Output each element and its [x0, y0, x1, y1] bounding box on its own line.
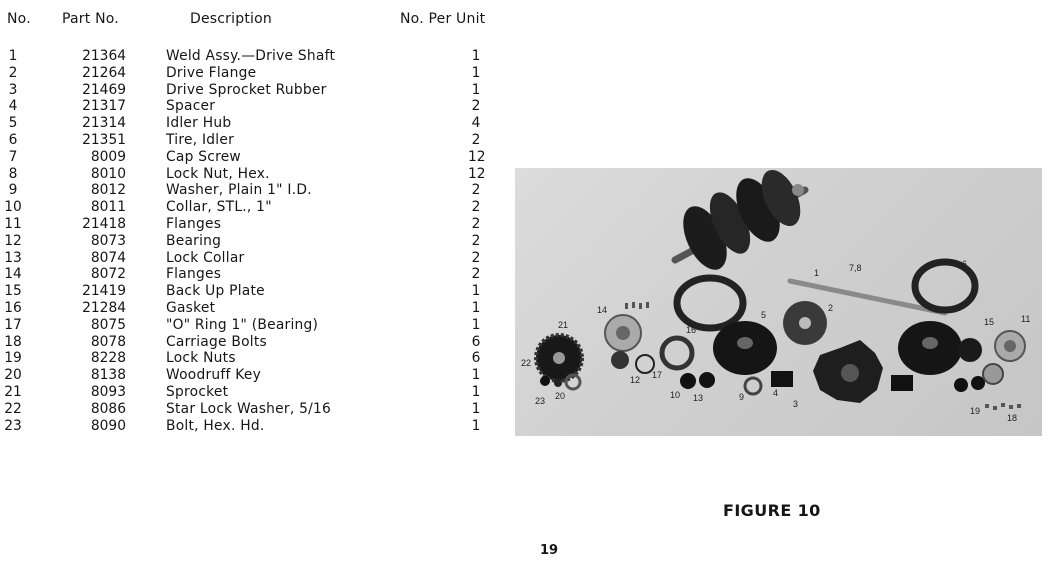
header-part-no: Part No.	[62, 11, 119, 27]
part-number-index: 10	[4, 199, 22, 216]
part-row	[0, 384, 500, 401]
part-quantity: 6	[471, 350, 481, 367]
part-description: Back Up Plate	[166, 283, 265, 300]
header-per-unit: No. Per Unit	[400, 11, 486, 27]
part-number-index: 12	[4, 232, 22, 249]
callout-label: 23	[535, 396, 546, 406]
part-row	[0, 98, 500, 115]
part-row	[0, 250, 500, 267]
part-number-index: 16	[4, 299, 22, 316]
header-description: Description	[190, 11, 272, 27]
part-number: 8012	[90, 182, 126, 199]
part-description: Woodruff Key	[166, 367, 262, 384]
part-number-index: 3	[8, 81, 18, 98]
part-row	[0, 418, 500, 435]
figure-caption: FIGURE 10	[723, 501, 821, 520]
part-number-index: 15	[4, 283, 22, 300]
part-number: 8075	[90, 316, 126, 333]
part-quantity: 12	[468, 148, 486, 165]
part-description: "O" Ring 1" (Bearing)	[166, 316, 319, 333]
part-number-index: 4	[8, 98, 18, 115]
part-description: Star Lock Washer, 5/16	[166, 400, 332, 417]
part-row	[0, 300, 500, 317]
part-number: 8138	[90, 367, 126, 384]
part-description: Cap Screw	[166, 148, 241, 165]
part-description: Lock Collar	[166, 249, 245, 266]
callout-label: 22	[521, 358, 532, 368]
part-row	[0, 132, 500, 149]
callout-label: 18	[1007, 413, 1018, 423]
part-number: 21351	[82, 131, 126, 148]
callout-label: 13	[693, 393, 704, 403]
callout-label: 15	[984, 317, 995, 327]
part-row	[0, 283, 500, 300]
part-row	[0, 266, 500, 283]
part-row	[0, 401, 500, 418]
part-number: 8090	[90, 417, 126, 434]
part-number-index: 11	[4, 215, 22, 232]
callout-label: 2	[828, 303, 834, 313]
part-description: Drive Sprocket Rubber	[166, 81, 327, 98]
part-number: 21418	[82, 215, 126, 232]
part-row	[0, 317, 500, 334]
part-quantity: 2	[471, 199, 481, 216]
part-number-index: 2	[8, 64, 18, 81]
part-number-index: 8	[8, 165, 18, 182]
part-description: Gasket	[166, 299, 216, 316]
part-quantity: 1	[471, 367, 481, 384]
part-quantity: 1	[471, 400, 481, 417]
part-description: Lock Nut, Hex.	[166, 165, 270, 182]
part-number: 8011	[90, 199, 126, 216]
part-quantity: 2	[471, 266, 481, 283]
callout-label: 4	[773, 388, 779, 398]
part-description: Drive Flange	[166, 64, 257, 81]
part-description: Weld Assy.—Drive Shaft	[166, 48, 336, 64]
part-row	[0, 367, 500, 384]
part-quantity: 2	[471, 131, 481, 148]
part-quantity: 2	[471, 232, 481, 249]
drive-shaft-assembly	[674, 168, 808, 276]
part-number: 8074	[90, 249, 126, 266]
part-number: 8093	[90, 383, 126, 400]
part-number: 21469	[82, 81, 126, 98]
header-no: No.	[7, 11, 31, 27]
callout-label: 16	[686, 325, 697, 335]
part-number: 21419	[82, 283, 126, 300]
part-number: 8073	[90, 232, 126, 249]
callout-label: 5	[761, 310, 767, 320]
part-row	[0, 216, 500, 233]
part-description: Spacer	[166, 98, 216, 115]
part-description: Flanges	[166, 266, 222, 283]
callout-label: 11	[1021, 314, 1031, 324]
callout-label: 20	[555, 391, 566, 401]
exploded-parts-photo	[515, 168, 1042, 436]
part-number: 21314	[82, 115, 126, 132]
part-number-index: 20	[4, 367, 22, 384]
part-row	[0, 115, 500, 132]
page-number: 19	[540, 543, 559, 558]
part-number: 21317	[82, 98, 126, 115]
part-number-index: 13	[4, 249, 22, 266]
part-description: Flanges	[166, 215, 222, 232]
part-number-index: 14	[4, 266, 22, 283]
part-quantity: 1	[471, 383, 481, 400]
part-quantity: 6	[471, 333, 481, 350]
part-row	[0, 82, 500, 99]
parts-list	[0, 48, 500, 434]
callout-label: 3	[793, 399, 799, 409]
part-quantity: 2	[471, 215, 481, 232]
callout-label: 17	[652, 370, 663, 380]
part-number-index: 6	[8, 131, 18, 148]
part-quantity: 1	[471, 81, 481, 98]
part-quantity: 1	[471, 48, 481, 64]
part-description: Carriage Bolts	[166, 333, 267, 350]
part-description: Sprocket	[166, 383, 229, 400]
part-number-index: 5	[8, 115, 18, 132]
part-number-index: 1	[8, 48, 18, 64]
callout-label: 14	[597, 305, 608, 315]
part-number-index: 22	[4, 400, 22, 417]
part-row	[0, 166, 500, 183]
callout-label: 21	[558, 320, 569, 330]
part-number: 8086	[90, 400, 126, 417]
callout-label: 1	[814, 268, 820, 278]
part-number: 21364	[82, 48, 126, 64]
part-number-index: 7	[8, 148, 18, 165]
part-quantity: 4	[471, 115, 481, 132]
part-description: Washer, Plain 1" I.D.	[166, 182, 312, 199]
part-description: Tire, Idler	[166, 131, 235, 148]
part-quantity: 12	[468, 165, 486, 182]
part-quantity: 1	[471, 64, 481, 81]
part-quantity: 2	[471, 182, 481, 199]
part-number: 8228	[90, 350, 126, 367]
part-number-index: 18	[4, 333, 22, 350]
part-number: 8009	[90, 148, 126, 165]
part-number: 8010	[90, 165, 126, 182]
part-row	[0, 182, 500, 199]
part-number: 8072	[90, 266, 126, 283]
part-quantity: 1	[471, 299, 481, 316]
callout-label: 6	[962, 259, 968, 269]
part-description: Lock Nuts	[166, 350, 236, 367]
part-number: 21264	[82, 64, 126, 81]
part-row	[0, 48, 500, 65]
part-number-index: 21	[4, 383, 22, 400]
part-quantity: 2	[471, 98, 481, 115]
part-number: 8078	[90, 333, 126, 350]
part-quantity: 1	[471, 316, 481, 333]
callout-label: 10	[670, 390, 681, 400]
part-description: Bolt, Hex. Hd.	[166, 417, 265, 434]
part-row	[0, 199, 500, 216]
part-quantity: 1	[471, 283, 481, 300]
part-row	[0, 334, 500, 351]
callout-label: 9	[739, 392, 745, 402]
part-row	[0, 65, 500, 82]
part-number-index: 17	[4, 316, 22, 333]
part-row	[0, 233, 500, 250]
part-description: Bearing	[166, 232, 222, 249]
part-quantity: 1	[471, 417, 481, 434]
callout-label: 19	[970, 406, 981, 416]
part-number-index: 23	[4, 417, 22, 434]
part-quantity: 2	[471, 249, 481, 266]
callout-label: 7,8	[849, 263, 862, 273]
part-number: 21284	[82, 299, 126, 316]
part-row	[0, 350, 500, 367]
part-description: Collar, STL., 1"	[166, 199, 272, 216]
part-row	[0, 149, 500, 166]
part-number-index: 19	[4, 350, 22, 367]
callout-label: 12	[630, 375, 641, 385]
part-description: Idler Hub	[166, 115, 232, 132]
part-number-index: 9	[8, 182, 18, 199]
